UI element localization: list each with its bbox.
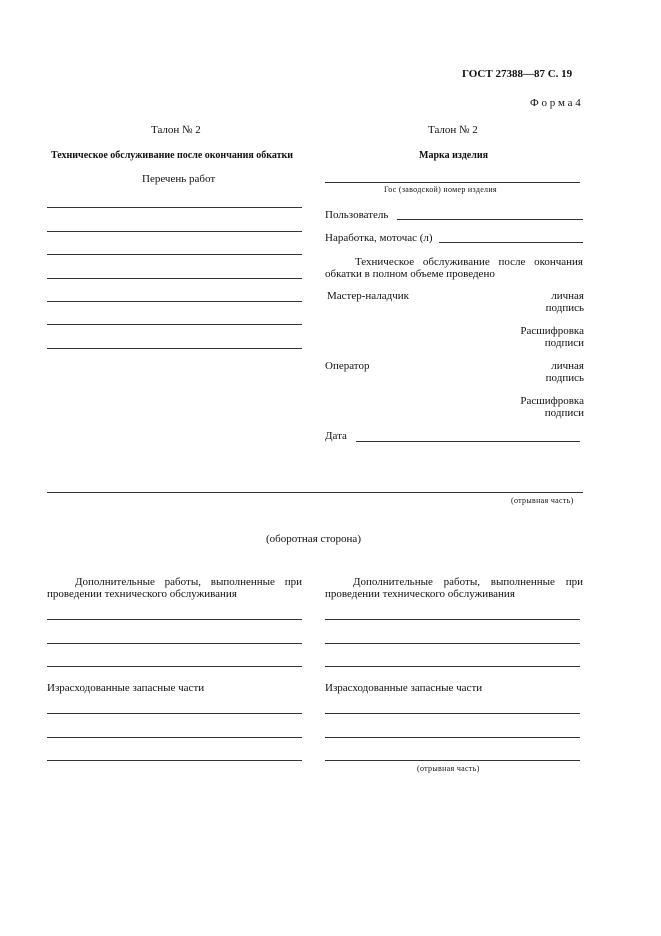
date-field-line xyxy=(356,441,580,442)
left-coupon-title: Талон № 2 xyxy=(151,124,201,136)
master-decode-label-2: подписи xyxy=(544,337,584,349)
product-brand-label: Марка изделия xyxy=(419,150,488,161)
work-list-line xyxy=(47,207,302,208)
date-label: Дата xyxy=(325,430,347,442)
hours-field-line xyxy=(439,242,583,243)
left-coupon-subtitle: Техническое обслуживание после окончания обкатки xyxy=(51,150,294,161)
work-list-line xyxy=(47,231,302,232)
serial-number-caption: Гос (заводской) номер изделия xyxy=(384,185,497,194)
operator-signature-label: личная xyxy=(551,360,584,372)
serial-number-line xyxy=(325,182,580,183)
work-list-line xyxy=(47,278,302,279)
form-label: Ф о р м а 4 xyxy=(530,97,581,109)
right-coupon-title: Талон № 2 xyxy=(428,124,478,136)
work-list-heading: Перечень работ xyxy=(142,173,216,185)
left-additional-field-line xyxy=(47,666,302,667)
right-additional-field-line xyxy=(325,666,580,667)
right-spare-parts-line xyxy=(325,760,580,761)
left-spare-parts-line xyxy=(47,713,302,714)
master-label: Мастер-наладчик xyxy=(327,290,409,302)
right-additional-field-line xyxy=(325,643,580,644)
right-additional-field-line xyxy=(325,619,580,620)
left-spare-parts-line xyxy=(47,737,302,738)
work-list-line xyxy=(47,254,302,255)
left-additional-line-2: проведении технического обслуживания xyxy=(47,588,237,600)
standard-reference: ГОСТ 27388—87 С. 19 xyxy=(462,68,573,80)
work-list-line xyxy=(47,301,302,302)
operator-decode-label-2: подписи xyxy=(544,407,584,419)
right-additional-text-1: Дополнительные работы, выполненные при xyxy=(353,576,583,588)
right-spare-parts-label: Израсходованные запасные части xyxy=(325,682,483,694)
left-additional-field-line xyxy=(47,643,302,644)
work-list-line xyxy=(47,324,302,325)
tear-off-line xyxy=(47,492,583,493)
right-spare-parts-line xyxy=(325,737,580,738)
user-label: Пользователь xyxy=(325,209,389,221)
operator-signature-label-2: подпись xyxy=(545,372,584,384)
left-additional-text-1: Дополнительные работы, выполненные при xyxy=(75,576,302,588)
left-spare-parts-line xyxy=(47,760,302,761)
master-signature-label: личная xyxy=(551,290,584,302)
master-signature-label-2: подпись xyxy=(545,302,584,314)
statement-text-1: Техническое обслуживание после окончания xyxy=(355,256,583,268)
hours-label: Наработка, моточас (л) xyxy=(325,232,433,244)
operator-decode-label: Расшифровка xyxy=(520,395,584,407)
right-additional-line-2: проведении технического обслуживания xyxy=(325,588,515,600)
left-spare-parts-label: Израсходованные запасные части xyxy=(47,682,205,694)
operator-label: Оператор xyxy=(325,360,370,372)
right-spare-parts-line xyxy=(325,713,580,714)
work-list-line xyxy=(47,348,302,349)
tear-off-label: (отрывная часть) xyxy=(511,496,574,505)
statement-line-2: обкатки в полном объеме проведено xyxy=(325,268,495,280)
reverse-side-title: (оборотная сторона) xyxy=(266,533,361,545)
user-field-line xyxy=(397,219,583,220)
left-additional-field-line xyxy=(47,619,302,620)
master-decode-label: Расшифровка xyxy=(520,325,584,337)
bottom-tear-off-label: (отрывная часть) xyxy=(417,764,480,773)
